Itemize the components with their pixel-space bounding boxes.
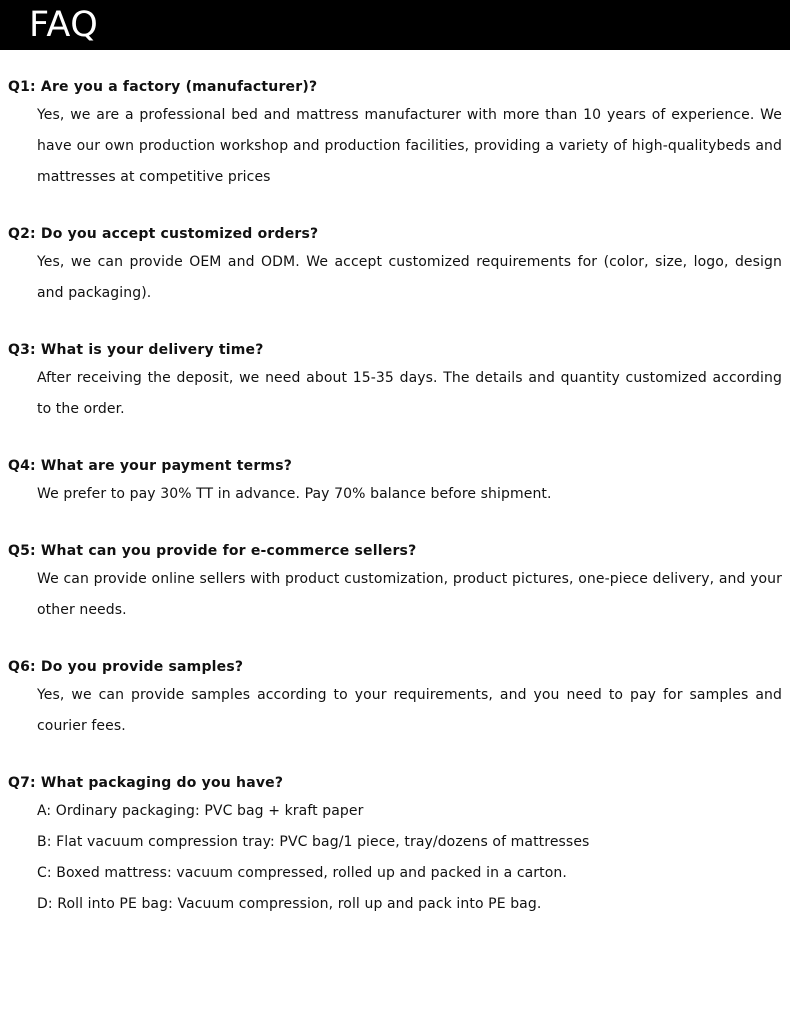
answer-text: Yes, we can provide samples according to your requirements, and you need to pay for samples and courier fees. bbox=[37, 687, 782, 734]
packaging-option: B: Flat vacuum compression tray: PVC bag/1 piece, tray/dozens of mattresses bbox=[37, 834, 590, 850]
page-title: FAQ bbox=[29, 5, 99, 45]
question-text: Q6: Do you provide samples? bbox=[8, 659, 244, 675]
faq-item-q5 bbox=[0, 538, 790, 626]
faq-item-q4 bbox=[0, 453, 790, 510]
answer-text: We prefer to pay 30% TT in advance. Pay 70% balance before shipment. bbox=[37, 486, 552, 502]
faq-item-q2 bbox=[0, 221, 790, 309]
answer-text: Yes, we can provide OEM and ODM. We accept customized requirements for (color, size, logo, design and packaging). bbox=[37, 254, 782, 301]
faq-list bbox=[0, 74, 790, 948]
packaging-option: A: Ordinary packaging: PVC bag + kraft paper bbox=[37, 803, 364, 819]
answer-text: We can provide online sellers with product customization, product pictures, one-piece delivery, and your other needs. bbox=[37, 571, 782, 618]
answer-text: Yes, we are a professional bed and mattress manufacturer with more than 10 years of experience. We have our own production workshop and production facilities, providing a variety of high-qualitybeds and mattresses at competitive prices bbox=[37, 107, 782, 185]
faq-item-q1 bbox=[0, 74, 790, 193]
question-text: Q1: Are you a factory (manufacturer)? bbox=[8, 79, 318, 95]
question-text: Q5: What can you provide for e-commerce sellers? bbox=[8, 543, 417, 559]
question-text: Q4: What are your payment terms? bbox=[8, 458, 293, 474]
faq-item-q6 bbox=[0, 654, 790, 742]
question-text: Q7: What packaging do you have? bbox=[8, 775, 284, 791]
answer-text: After receiving the deposit, we need about 15-35 days. The details and quantity customized according to the order. bbox=[37, 370, 782, 417]
packaging-option: D: Roll into PE bag: Vacuum compression, roll up and pack into PE bag. bbox=[37, 896, 542, 912]
faq-item-q3 bbox=[0, 337, 790, 425]
faq-header-bar bbox=[0, 0, 790, 50]
faq-item-q7 bbox=[0, 770, 790, 920]
question-text: Q3: What is your delivery time? bbox=[8, 342, 264, 358]
packaging-option: C: Boxed mattress: vacuum compressed, rolled up and packed in a carton. bbox=[37, 865, 567, 881]
question-text: Q2: Do you accept customized orders? bbox=[8, 226, 319, 242]
